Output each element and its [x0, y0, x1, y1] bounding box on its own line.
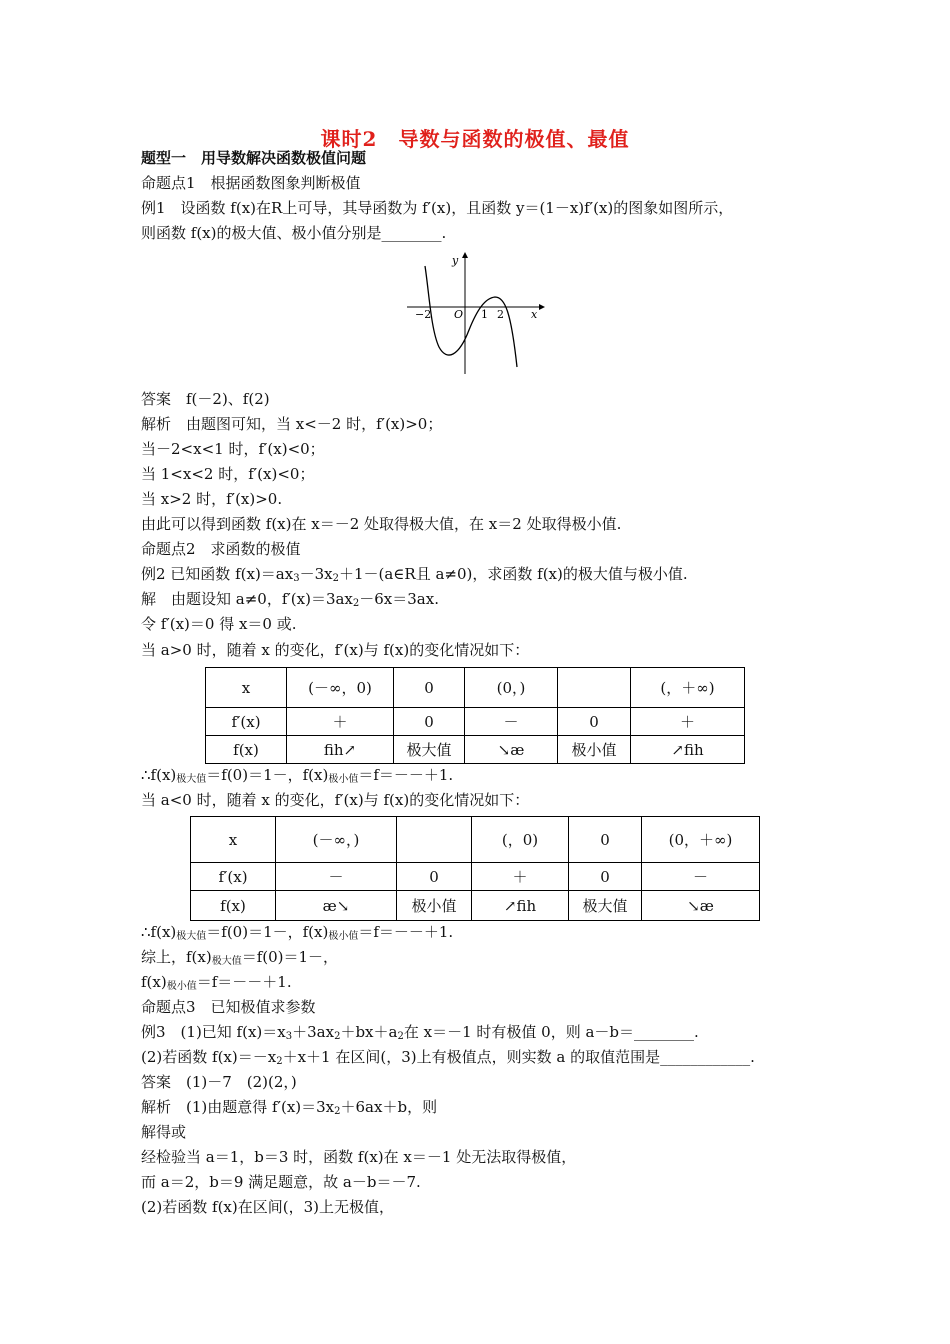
result-a-negative: $\therefore f(x)_{极大值}=f(0)=1-$，$f(x)_{极小值}=f=--+1$.: [141, 923, 454, 942]
table-row: [191, 891, 760, 921]
tick-label-2: 2: [497, 308, 504, 321]
table-cell: ↘æ: [642, 891, 760, 921]
table-cell: 0: [397, 863, 472, 891]
table-cell: (，0): [472, 817, 569, 863]
table-cell: ＋: [631, 708, 745, 736]
table-cell: 0: [394, 708, 465, 736]
table-row: [191, 817, 760, 863]
table-row: [206, 668, 745, 708]
answer-1: 答案 f(－2)、f(2): [141, 390, 270, 408]
table-cell: ﬁh↗: [287, 736, 394, 764]
summary-line-2: $f(x)_{极小值}=f=--+1$.: [141, 973, 292, 992]
table-cell: (－∞，): [276, 817, 397, 863]
example-1-line-2: 则函数 f(x)的极大值、极小值分别是________.: [141, 224, 447, 242]
table-cell: ↗ﬁh: [472, 891, 569, 921]
table-cell: [558, 668, 631, 708]
table-cell: 0: [569, 817, 642, 863]
table-cell: x: [191, 817, 276, 863]
table-cell: f(x): [191, 891, 276, 921]
solution-1-line-4: 当 x>2 时，f′(x)>0.: [141, 490, 283, 508]
case-a-negative: 当 a<0 时，随着 x 的变化，f′(x)与 f(x)的变化情况如下：: [141, 791, 530, 809]
result-a-positive: $\therefore f(x)_{极大值}=f(0)=1-$，$f(x)_{极小值}=f=--+1$.: [141, 766, 454, 785]
table-cell: [397, 817, 472, 863]
table-cell: 0: [569, 863, 642, 891]
proposition-1-heading: 命题点1 根据函数图象判断极值: [141, 174, 361, 192]
page-title: 课时2 导数与函数的极值、最值: [320, 127, 630, 151]
example-3-part-2: (2)若函数 $f(x)=-x^2+x+1$ 在区间(，3)上有极值点，则实数 a 的取值范围是____________.: [141, 1048, 755, 1067]
table-cell: －: [276, 863, 397, 891]
table-cell: 极大值: [394, 736, 465, 764]
solution-2-line-2: 令 f′(x)＝0 得 x＝0 或.: [141, 615, 297, 633]
case-a-positive: 当 a>0 时，随着 x 的变化，f′(x)与 f(x)的变化情况如下：: [141, 641, 530, 659]
origin-label: O: [454, 308, 464, 321]
table-row: [206, 708, 745, 736]
table-cell: x: [206, 668, 287, 708]
solution-1-line-3: 当 1<x<2 时，f′(x)<0；: [141, 465, 315, 483]
proposition-2-heading: 命题点2 求函数的极值: [141, 540, 301, 558]
table-cell: ↘æ: [465, 736, 558, 764]
table-cell: (0，＋∞): [642, 817, 760, 863]
table-cell: (－∞，0): [287, 668, 394, 708]
x-axis-arrow: [539, 304, 545, 310]
solution-2-line-1: 解 由题设知 a≠0，$f'(x)=3ax^2-6x=3ax$.: [141, 590, 439, 609]
table-cell: f′(x): [191, 863, 276, 891]
solution-3-line-1: 解析 (1)由题意得 $f'(x)=3x^2+6ax+b$，则: [141, 1098, 438, 1117]
table-cell: ↗ﬁh: [631, 736, 745, 764]
example-2-statement: 例2 已知函数 $f(x)=ax^3-3x^2+1-(a\in R$且 a≠0)，求函数 f(x)的极大值与极小值.: [141, 565, 688, 584]
table-cell: 0: [558, 708, 631, 736]
solution-1-line-1: 解析 由题图可知，当 x<－2 时，f′(x)>0；: [141, 415, 443, 433]
solution-1-line-2: 当－2<x<1 时，f′(x)<0；: [141, 440, 325, 458]
table-cell: －: [642, 863, 760, 891]
table-cell: ＋: [287, 708, 394, 736]
table-cell: ＋: [472, 863, 569, 891]
example-3-part-1: 例3 (1)已知 $f(x)=x^3+3ax^2+bx+a^2$在 x＝－1 时有极值 0，则 a－b＝________.: [141, 1023, 699, 1042]
table-cell: 极小值: [397, 891, 472, 921]
table-cell: －: [465, 708, 558, 736]
x-axis-label: x: [531, 308, 538, 321]
tick-label-neg2: −2: [415, 308, 432, 321]
summary-line-1: 综上，$f(x)_{极大值}=f(0)=1-$，: [141, 948, 339, 967]
table-row: [191, 863, 760, 891]
example-1-line-1: 例1 设函数 f(x)在R上可导，其导函数为 f′(x)，且函数 y＝(1－x)f′(x)的图象如图所示，: [141, 199, 734, 217]
table-cell: 0: [394, 668, 465, 708]
table-cell: f(x): [206, 736, 287, 764]
solution-3-line-3: 经检验当 a＝1，b＝3 时，函数 f(x)在 x＝－1 处无法取得极值，: [141, 1148, 577, 1166]
variation-table-a-negative: [190, 816, 760, 921]
y-axis-label: y: [452, 254, 459, 267]
y-axis-arrow: [462, 252, 468, 258]
table-cell: 极小值: [558, 736, 631, 764]
function-graph: [405, 252, 545, 376]
table-cell: (0，): [465, 668, 558, 708]
table-cell: f′(x): [206, 708, 287, 736]
solution-3-line-4: 而 a＝2，b＝9 满足题意，故 a－b＝－7.: [141, 1173, 421, 1191]
section-heading-1: 题型一 用导数解决函数极值问题: [141, 149, 367, 167]
table-cell: æ↘: [276, 891, 397, 921]
variation-table-a-positive: [205, 667, 745, 764]
solution-3-line-5: (2)若函数 f(x)在区间(，3)上无极值，: [141, 1198, 394, 1216]
solution-1-line-5: 由此可以得到函数 f(x)在 x＝－2 处取得极大值，在 x＝2 处取得极小值.: [141, 515, 622, 533]
answer-3: 答案 (1)－7 (2)(2，): [141, 1073, 297, 1091]
table-cell: 极大值: [569, 891, 642, 921]
solution-3-line-2: 解得或: [141, 1123, 187, 1141]
table-row: [206, 736, 745, 764]
tick-label-1: 1: [481, 308, 488, 321]
table-cell: (，＋∞): [631, 668, 745, 708]
proposition-3-heading: 命题点3 已知极值求参数: [141, 998, 316, 1016]
